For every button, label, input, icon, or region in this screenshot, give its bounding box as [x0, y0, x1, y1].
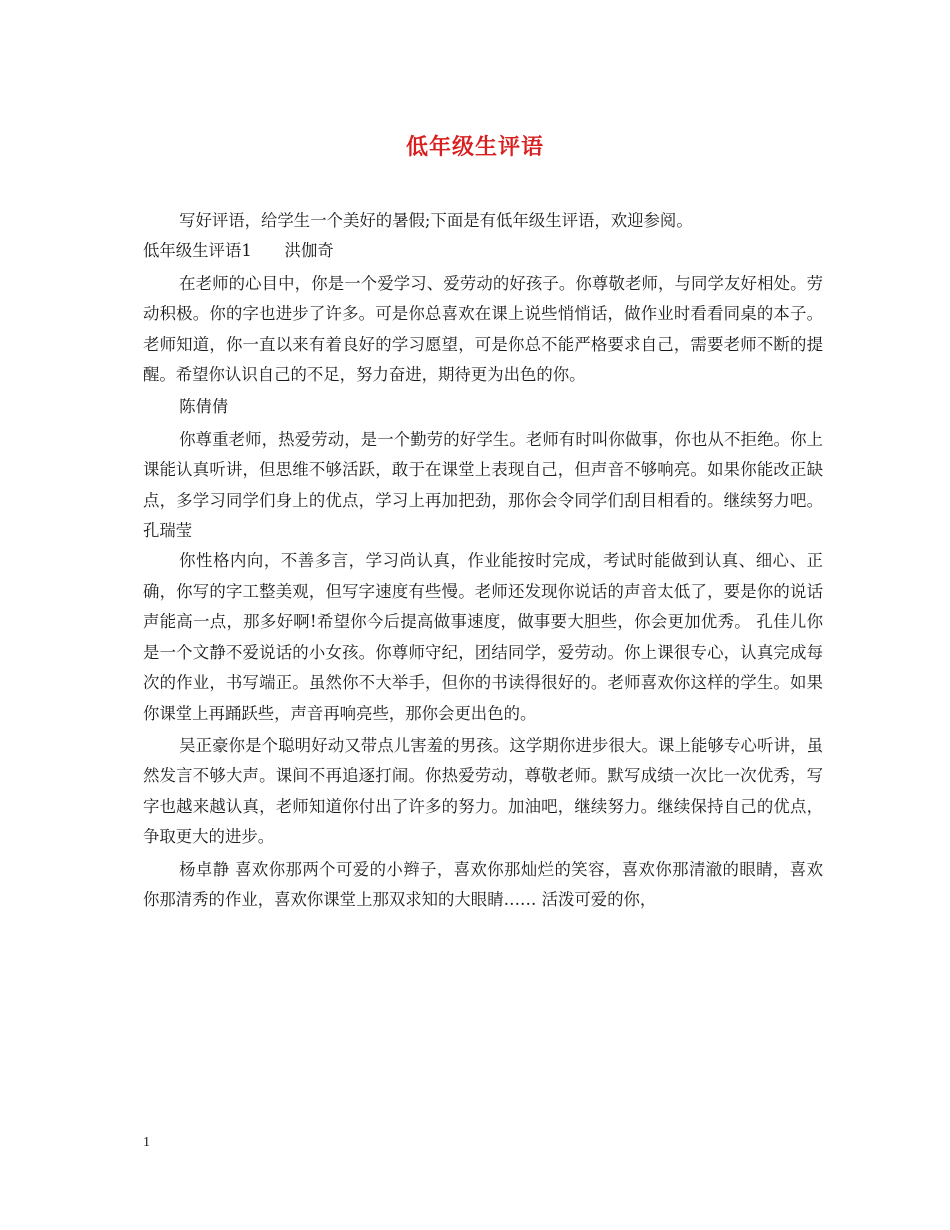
- comment-paragraph: 你尊重老师，热爱劳动，是一个勤劳的好学生。老师有时叫你做事，你也从不拒绝。你上课能认真听讲，但思维不够活跃，敢于在课堂上表现自己，但声音不够响亮。如果你能改正缺点，多学习同学们身上的优点，学习上再加把劲，那你会令同学们刮目相看的。继续努力吧。 孔瑞莹: [143, 429, 823, 541]
- comment-paragraph: 在老师的心目中，你是一个爱学习、爱劳动的好孩子。你尊敬老师，与同学友好相处。劳动积极。你的字也进步了许多。可是你总喜欢在课上说些悄悄话，做作业时看看同桌的本子。老师知道，你一直以来有着良好的学习愿望，可是你总不能严格要求自己，需要老师不断的提醒。希望你认识自己的不足，努力奋进，期待更为出色的你。: [143, 273, 823, 385]
- intro-paragraph: 写好评语，给学生一个美好的暑假;下面是有低年级生评语，欢迎参阅。: [179, 211, 693, 230]
- section-heading: 低年级生评语1 洪伽奇: [143, 241, 334, 261]
- comment-paragraph: 你性格内向，不善多言，学习尚认真，作业能按时完成，考试时能做到认真、细心、正确，你写的字工整美观，但写字速度有些慢。老师还发现你说话的声音太低了，要是你的说话声能高一点，那多好啊!希望你今后提高做事速度，做事要大胆些，你会更加优秀。 孔佳儿你是一个文静不爱说话的小女孩。你尊师守纪，团结同学，爱劳动。你上课很专心，认真完成每次的作业，书写端正。虽然你不大举手，但你的书读得很好的。老师喜欢你这样的学生。如果你课堂上再踊跃些，声音再响亮些，那你会更出色的。: [143, 551, 823, 723]
- document-body: [143, 206, 823, 915]
- comment-paragraph: 吴正豪你是个聪明好动又带点儿害羞的男孩。这学期你进步很大。课上能够专心听讲，虽然发言不够大声。课间不再追逐打闹。你热爱劳动，尊敬老师。默写成绩一次比一次优秀，写字也越来越认真，老师知道你付出了许多的努力。加油吧，继续努力。继续保持自己的优点，争取更大的进步。: [143, 735, 823, 847]
- page-number: 1: [143, 1135, 150, 1150]
- document-title: 低年级生评语: [405, 134, 544, 160]
- comment-paragraph: 杨卓静 喜欢你那两个可爱的小辫子，喜欢你那灿烂的笑容，喜欢你那清澈的眼睛，喜欢你那清秀的作业，喜欢你课堂上那双求知的大眼睛…… 活泼可爱的你，: [143, 859, 823, 909]
- student-name: 陈倩倩: [179, 397, 229, 417]
